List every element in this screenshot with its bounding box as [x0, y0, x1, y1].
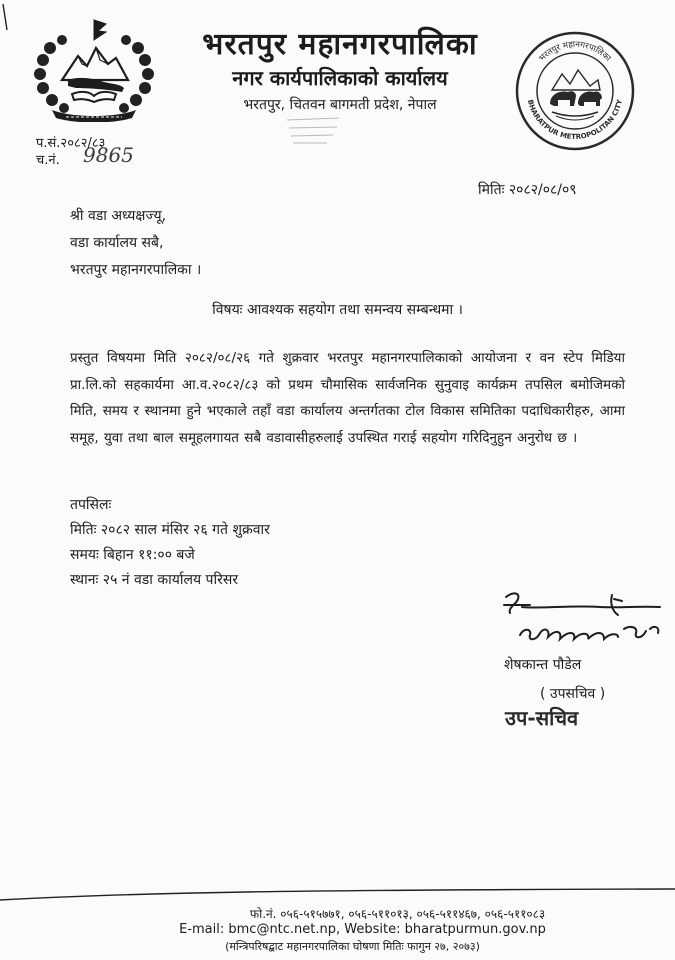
recipient-line-3: भरतपुर महानगरपालिका । [70, 262, 202, 278]
letter-date: मितिः २०८२/०८/०९ [478, 182, 577, 198]
seal-bottom-text: BHARATPUR METROPOLITAN CITY [525, 98, 625, 142]
dispatch-number-handwritten: 9865 [83, 143, 134, 167]
event-time: समयः बिहान ११:०० बजे [70, 547, 195, 563]
svg-text:भरतपुर महानगरपालिका [537, 40, 613, 64]
letter-body: प्रस्तुत विषयमा मिति २०८२/०८/२६ गते शुक्रवार भरतपुर महानगरपालिकाको आयोजना र वन स्टेप मिडिया प्रा.लि.को सहकार्यमा आ.व.२०८२/८३ को प्रथम चौमासिक सार्वजनिक सुनुवाइ कार्यक्रम तपसिल बमोजिमको मिति, समय र स्थानमा हुने भएकाले तहाँ वडा कार्यालय अन्तर्गतका टोल विकास समितिका पदाधिकारीहरु, आमा समूह, युवा तथा बाल समूहलगायत सबै वडावासीहरुलाई उपस्थित गराई सहयोग गरिदिनुहुन अनुरोध छ । [70, 350, 625, 446]
dispatch-label: च.नं. [36, 153, 60, 168]
signature-mark [500, 585, 670, 660]
faint-stamp-mark [283, 112, 343, 148]
office-name: नगर कार्यपालिकाको कार्यालय [232, 66, 448, 90]
government-emblem-icon [32, 18, 156, 122]
organization-name: भरतपुर महानगरपालिका [202, 27, 478, 62]
footer-contact: E-mail: bmc@ntc.net.np, Website: bharatpurmun.gov.np [179, 922, 546, 937]
page-edge-mark [2, 4, 8, 30]
letter-number: प.सं.२०८२/८३ [36, 136, 106, 151]
municipal-seal-icon [514, 30, 636, 152]
office-address: भरतपुर, चितवन बागमती प्रदेश, नेपाल [243, 97, 437, 113]
svg-text:BHARATPUR METROPOLITAN CITY [526, 98, 624, 141]
signatory-name: शेषकान्त पौडेल [504, 657, 582, 673]
signatory-title: ( उपसचिव ) [540, 686, 606, 702]
recipient-line-1: श्री वडा अध्यक्षज्यू, [70, 208, 167, 224]
seal-top-text: भरतपुर महानगरपालिका [537, 39, 613, 64]
details-heading: तपसिलः [70, 497, 112, 513]
footer-phone-numbers: फो.नं. ०५६-५१५७७१, ०५६-५११०१३, ०५६-५११४६७, ०५६-५११०८३ [249, 907, 546, 921]
designation-stamp: उप-सचिव [505, 706, 579, 730]
footer-declaration: (मन्त्रिपरिषद्बाट महानगरपालिका घोषणा मितिः फागुन २७, २०७३) [225, 940, 480, 953]
recipient-line-2: वडा कार्यालय सबै, [70, 235, 164, 251]
letter-subject: विषयः आवश्यक सहयोग तथा समन्वय सम्बन्धमा । [212, 302, 463, 318]
event-date: मितिः २०८२ साल मंसिर २६ गते शुक्रवार [70, 522, 270, 538]
footer-divider [0, 888, 675, 902]
event-venue: स्थानः २५ नं वडा कार्यालय परिसर [70, 572, 239, 588]
